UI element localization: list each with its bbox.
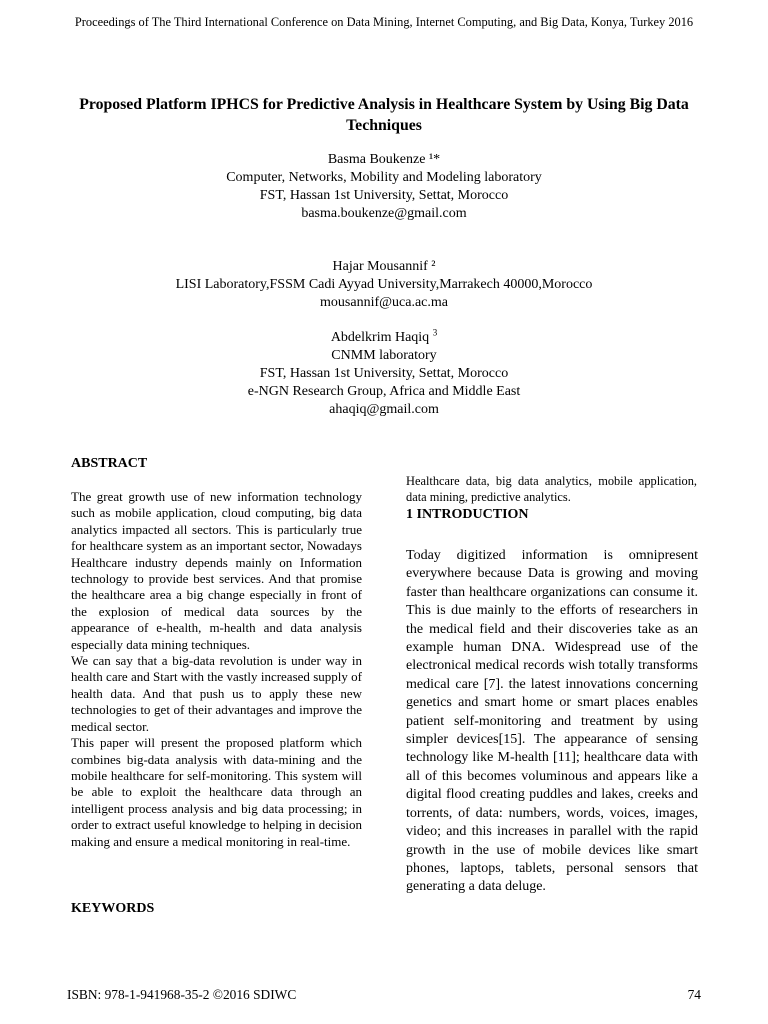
- keywords-text: Healthcare data, big data analytics, mobile application, data mining, predictive analytics.: [406, 474, 697, 504]
- author-block-3: [60, 329, 708, 419]
- author-name: Abdelkrim Haqiq $^3$: [330, 327, 438, 345]
- running-header: Proceedings of The Third International Conference on Data Mining, Internet Computing, and Big Data, Konya, Turkey 2016: [74, 15, 694, 29]
- author-affiliation: FST, Hassan 1st University, Settat, Morocco: [259, 366, 509, 381]
- introduction-text: Today digitized information is omnipresent everywhere because Data is growing and moving faster than healthcare organizations can consume it. This is due mainly to the efforts of researchers in the medical field and their discoveries take as an example human DNA. Widespread use of the electronical medical records wish totally transforms medical care [7]. the latest innovations concerning genetics and smart home or smart places enables patient self-monitoring and treatment by using simpler devices[15]. The appearance of sensing technology like M-health [11]; healthcare data with all of this becomes voluminous and appears like a digital flood creating puddles and lakes, creeks and torrents, of data: numbers, words, voices, images, video; and this increases in parallel with the rapid growth in the use of mobile devices like smart phones, laptops, tablets, personal sensors that generating a data deluge.: [406, 548, 698, 895]
- author-name: Hajar Mousannif ²: [332, 259, 436, 274]
- author-affiliation: e-NGN Research Group, Africa and Middle East: [247, 384, 521, 399]
- author-affiliation: CNMM laboratory: [331, 348, 437, 363]
- abstract-paragraph: We can say that a big-data revolution is under way in health care and Start with the vastly increased supply of health data. And that push us to apply these new technologies to get of their advantages and improve the medical sector.: [71, 653, 362, 734]
- abstract-heading: ABSTRACT: [71, 456, 148, 471]
- author-affiliation: FST, Hassan 1st University, Settat, Morocco: [259, 188, 509, 203]
- abstract-body: [71, 489, 362, 850]
- abstract-paragraph: The great growth use of new information technology such as mobile application, cloud computing, big data analytics impacted all sectors. This is particularly true for healthcare system as an important sector, Nowadays Healthcare industry depends mainly on Information technology to provide best services. And that promise the healthcare area a big change especially in front of the explosion of medical data sources by the appearance of e-health, m-health and data analysis especially data mining techniques.: [71, 489, 362, 652]
- paper-title: Proposed Platform IPHCS for Predictive Analysis in Healthcare System by Using Big Data Techniques: [79, 96, 689, 134]
- author-email: mousannif@uca.ac.ma: [320, 295, 448, 310]
- author-affiliation: Computer, Networks, Mobility and Modeling laboratory: [226, 170, 542, 185]
- author-block-1: [60, 151, 708, 223]
- author-mark: ¹*: [428, 152, 441, 167]
- page-number: 74: [687, 987, 701, 1002]
- author-mark: 3: [432, 327, 438, 338]
- footer-isbn: ISBN: 978-1-941968-35-2 ©2016 SDIWC: [67, 987, 297, 1002]
- author-email: ahaqiq@gmail.com: [329, 402, 439, 417]
- introduction-heading: 1 INTRODUCTION: [406, 507, 529, 522]
- author-block-2: [60, 258, 708, 312]
- author-name: Basma Boukenze ¹*: [327, 152, 441, 167]
- author-mark: ²: [431, 259, 436, 274]
- author-email: basma.boukenze@gmail.com: [301, 206, 467, 221]
- author-affiliation: LISI Laboratory,FSSM Cadi Ayyad University,Marrakech 40000,Morocco: [175, 277, 593, 292]
- keywords-heading: KEYWORDS: [71, 901, 155, 916]
- abstract-paragraph: This paper will present the proposed platform which combines big-data analysis with data-mining and the mobile healthcare for self-monitoring. This system will be able to exploit the healthcare data through an intelligent process analysis and big data processing; in order to extract useful knowledge to helping in decision making and ensure a medical monitoring in real-time.: [71, 735, 362, 849]
